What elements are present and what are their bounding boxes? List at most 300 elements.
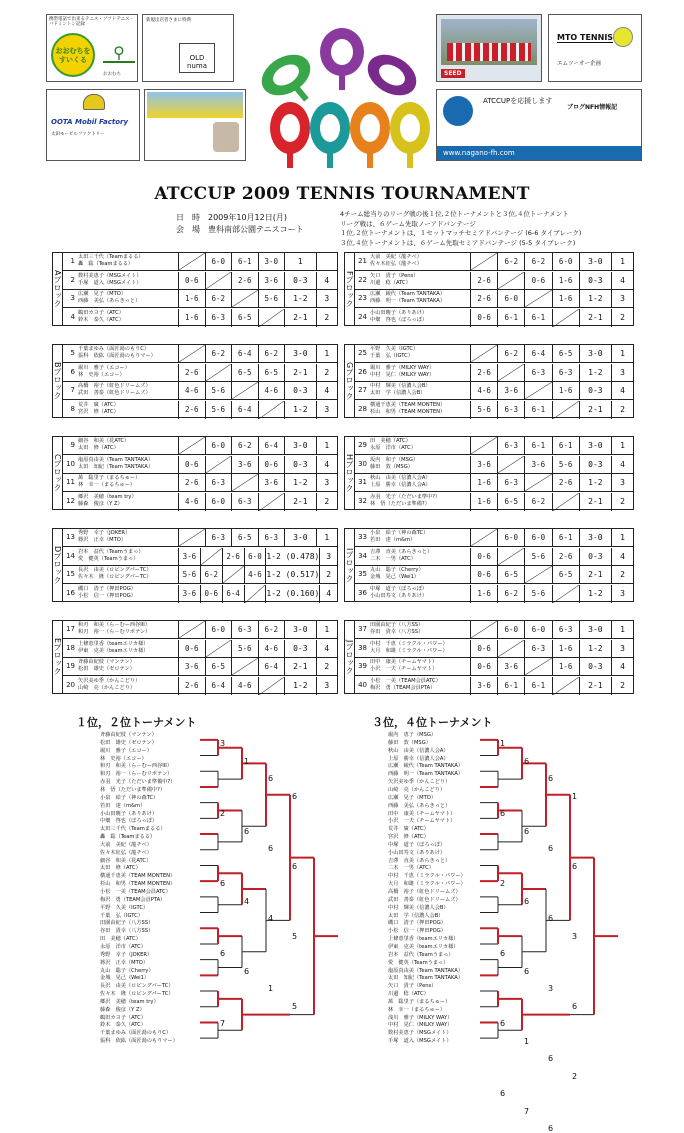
entry-number: 8 (70, 404, 75, 413)
handwritten-score: 6 (524, 826, 530, 836)
bracket-entry: 吉澤 直美（あらきっと） (388, 857, 451, 864)
rank-cell: 2 (611, 309, 633, 327)
sponsor-ad-6[interactable] (436, 89, 642, 161)
bracket-entry: 鶴田カヨ子（ATC） (100, 1014, 146, 1021)
block-label: Dブロック (53, 529, 63, 601)
diagonal-cell (258, 309, 285, 327)
ad-1-headline: 携帯電話で出来るテニス・ソフトテニス・バドミントン記録 (49, 17, 135, 28)
score-cell: 6-5 (231, 529, 258, 546)
handwritten-score: 6 (220, 879, 226, 888)
player-row (355, 566, 633, 584)
block-label: Cブロック (53, 437, 63, 509)
bracket-entry: 赤羽 光子（ただいま準備中?） (100, 779, 176, 786)
helmet-icon (83, 94, 105, 110)
player-row (355, 437, 633, 455)
event-info (176, 212, 304, 236)
player-name: 坂内 和子（MSG） (370, 456, 419, 463)
bracket-entry: 谷田 貴幸（八方SS） (100, 928, 154, 935)
player-name: 鶴田カヨ子（ATC） (78, 309, 124, 316)
handwritten-score: 6 (500, 949, 506, 958)
bracket-line (314, 858, 338, 1015)
score-cell: 5-6 (205, 401, 232, 419)
win-loss-cell: 2-1 (284, 658, 316, 675)
score-cell: 2-6 (231, 272, 258, 289)
date-value: 2009年10月12日(月) (208, 213, 287, 222)
diagonal-cell (178, 529, 205, 546)
win-loss-cell: 1-2 (0.160) (265, 585, 319, 603)
player-name: 中塚 道子（ぼろっぽ） (370, 585, 428, 592)
player-name: 中村 晃仁（MILKY WAY） (370, 371, 435, 378)
paddle-red-icon (270, 102, 310, 168)
score-cells (178, 493, 337, 511)
diagonal-cell (497, 364, 524, 381)
diagonal-cell (231, 290, 258, 307)
bracket-line (218, 991, 242, 1007)
entry-number: 10 (66, 459, 75, 468)
player-row (355, 658, 633, 676)
pair-names (370, 549, 432, 563)
score-cell: 6-1 (552, 437, 579, 454)
bracket-entry: 堀川 雅子（エコー） (100, 747, 152, 754)
handwritten-score: 6 (268, 844, 274, 853)
bracket-line (218, 960, 242, 976)
pair-names (78, 383, 151, 397)
bracket-entry: 張科 依紘（面匠湯のもりマー） (100, 1038, 178, 1045)
score-cell: 4-6 (178, 382, 205, 399)
pair-names (370, 641, 448, 655)
player-name: 秋山 由美（信濃人会A） (370, 475, 431, 481)
player-name: 矢口 貴子（Pens） (370, 272, 419, 279)
pair-names (370, 438, 416, 452)
block-label: Bブロック (53, 345, 63, 417)
player-name: 田 美穂（ATC） (370, 438, 411, 444)
player-name: 秀野 幸子（JOKER） (78, 530, 131, 536)
score-cell: 6-2 (524, 253, 551, 270)
score-cell: 3-6 (497, 658, 524, 675)
bracket-entry: 斉藤由紀枝（マンテン） (100, 732, 157, 738)
handwritten-score: 6 (268, 774, 274, 783)
score-cell: 6-2 (258, 621, 285, 638)
rank-cell: 4 (611, 658, 633, 675)
rank-cell: 3 (316, 401, 337, 419)
rank-cell: 4 (611, 456, 633, 473)
player-name: 武田 善泰（虹色ドリームズ） (78, 390, 151, 397)
player-name: 矢沢美ゆ季（かんこどり） (78, 677, 141, 684)
pair-names (78, 310, 124, 324)
handwritten-score: 6 (548, 1124, 554, 1133)
player-name: 上原 勝幸（信濃人会A） (370, 482, 431, 489)
diagonal-cell (524, 290, 551, 307)
handwritten-score: 6 (244, 966, 250, 976)
score-cell: 0-6 (470, 309, 497, 327)
pair-names (370, 530, 428, 544)
bracket-entry: 永原 洋市（ATC） (100, 943, 146, 950)
bracket-entry: 矢沢美ゆ季（かんこどり） (388, 779, 451, 786)
pair-names (370, 457, 418, 471)
player-name: 細谷 和美（花ATC） (78, 438, 130, 444)
win-loss-cell: 1-2 (579, 474, 611, 491)
ad-4-logo: MTO TENNIS (557, 33, 614, 42)
bracket-entry: 林 悟（ただいま準備中?） (100, 786, 166, 793)
bracket-entry: 愛 健英（Teamうまっ） (388, 959, 449, 966)
player-name: 大前 美紀（龍チベ） (370, 254, 422, 260)
block-label: Iブロック (345, 529, 355, 601)
rank-cell: 2 (611, 677, 633, 695)
bracket-entry: 太田三千代（Teamまるる） (100, 826, 166, 833)
handwritten-score: 7 (524, 1106, 530, 1116)
diagonal-cell (205, 640, 232, 657)
pair-names (78, 567, 152, 581)
bracket-entry: 広瀬 晃子（MTO） (388, 794, 437, 801)
score-cell: 6-2 (205, 290, 232, 307)
player-row (355, 382, 633, 400)
score-cells (470, 585, 633, 603)
diagonal-cell (552, 309, 579, 327)
handwritten-score: 6 (548, 1054, 554, 1063)
portrait-photo (213, 122, 239, 152)
score-cell: 6-5 (231, 309, 258, 327)
diagonal-cell (470, 253, 497, 270)
player-name: 平野 久美（IGTC） (370, 346, 419, 352)
sponsor-ad-4[interactable] (548, 14, 642, 82)
rank-cell: 4 (316, 382, 337, 399)
handwritten-score: 6 (500, 1089, 506, 1098)
bracket-entry: 山崎 亮（かんこどり） (388, 786, 446, 793)
player-row (63, 548, 337, 566)
score-cells (178, 621, 337, 638)
entry-number: 40 (358, 680, 367, 689)
handwritten-score: 2 (500, 879, 506, 888)
player-row (355, 272, 633, 290)
win-loss-cell: 1-2 (0.478) (265, 548, 319, 565)
entry-number: 2 (70, 275, 75, 284)
player-name: 広瀬 晃子（MTO） (78, 291, 127, 297)
score-cells (470, 640, 633, 657)
league-block (344, 344, 634, 418)
player-row (63, 382, 337, 400)
ad-3-banner: SEED (441, 69, 465, 78)
score-cell: 1-6 (552, 658, 579, 675)
player-row (63, 529, 337, 547)
bracket-entry: 長沢 由美（ロピングパーTC） (100, 983, 174, 990)
win-loss-cell: 1-2 (284, 290, 316, 307)
player-name: 萬 聡里子（まるちゅー） (78, 475, 141, 481)
bracket-entry: 田園由紀子（八方SS） (100, 920, 154, 927)
rank-cell: 3 (611, 585, 633, 603)
handwritten-score: 3 (220, 739, 226, 748)
score-cell: 6-0 (497, 621, 524, 638)
pair-names (78, 494, 137, 508)
entry-number: 30 (358, 459, 367, 468)
block-label: Jブロック (345, 621, 355, 693)
pair-names (370, 310, 427, 324)
pair-names (78, 402, 119, 416)
entry-number: 35 (358, 570, 367, 578)
pair-names (78, 365, 130, 379)
ad-2-logo: OLD numa (179, 43, 215, 73)
player-name: 小泉 絵子（神の森TC） (370, 530, 429, 536)
entry-number: 20 (66, 680, 75, 689)
score-cell: 6-5 (497, 493, 524, 511)
player-name: 荒井 廣（ATC） (78, 401, 119, 408)
entry-number: 27 (358, 386, 367, 394)
handwritten-score: 4 (244, 896, 250, 906)
score-cell: 3-6 (258, 474, 285, 491)
sponsor-ad-5[interactable] (46, 89, 140, 161)
entry-number: 22 (358, 275, 367, 284)
player-name: 小山田暁子（ありあけ） (370, 309, 428, 316)
handwritten-score: 6 (292, 861, 298, 871)
score-cell: 6-0 (244, 548, 266, 565)
win-loss-cell: 3-0 (284, 621, 316, 638)
handwritten-score: 6 (500, 809, 506, 818)
entry-number: 4 (70, 312, 75, 321)
score-cell: 6-1 (524, 309, 551, 327)
player-row (355, 640, 633, 658)
score-cell: 6-2 (258, 345, 285, 362)
score-cell: 0-6 (470, 548, 497, 565)
diagonal-cell (231, 382, 258, 399)
win-loss-cell: 3-0 (579, 253, 611, 270)
win-loss-cell: 1-2 (284, 401, 316, 419)
bracket-entry: 小松 信一（押田POG） (388, 928, 446, 935)
ad-6-url[interactable]: www.nagano-fh.com (437, 146, 641, 160)
bracket-entry: 小山田暁子（ありあけ） (100, 810, 158, 817)
score-cells (470, 493, 633, 511)
bracket-entry: 秋山 由美（信濃人会A） (388, 747, 449, 754)
entry-number: 15 (66, 570, 75, 578)
score-cell: 1-6 (178, 290, 205, 307)
ad-6-sub: ブログNFH情報記 (567, 104, 618, 111)
rank-cell: 1 (316, 437, 337, 454)
diagonal-cell (222, 566, 244, 583)
player-row (63, 585, 337, 603)
rank-cell: 4 (316, 272, 337, 289)
sponsor-ad-3[interactable] (436, 14, 542, 82)
sponsor-ad-5b[interactable] (144, 89, 246, 161)
pair-names (370, 383, 431, 397)
rank-cell: 1 (611, 621, 633, 638)
score-cells (470, 474, 633, 491)
player-name: 二木 一男（ATC） (370, 555, 416, 562)
player-name: 千葉 弘（IGTC） (370, 353, 413, 360)
player-name: 中村 千恵（ミラクル・パワー） (370, 640, 448, 647)
score-cell: 6-3 (524, 640, 551, 657)
bracket-entry: 太田 学（信濃人会B） (388, 912, 444, 919)
nfh-logo (443, 96, 473, 126)
score-cells (470, 309, 633, 327)
win-loss-cell: 1-2 (579, 290, 611, 307)
score-cell: 6-3 (552, 364, 579, 381)
score-cells (178, 658, 337, 675)
diagonal-cell (205, 272, 232, 289)
player-name: 大月 和雄（ミラクル・パワー） (370, 647, 448, 654)
score-cell: 6-0 (205, 493, 232, 511)
player-row (63, 640, 337, 658)
diagonal-cell (205, 456, 232, 473)
win-loss-cell: 1 (284, 253, 316, 270)
entry-number: 23 (358, 294, 367, 302)
player-row (355, 253, 633, 271)
score-cell: 3-0 (258, 253, 285, 270)
score-cell: 6-1 (497, 677, 524, 695)
win-loss-cell: 2-1 (579, 309, 611, 327)
score-cell: 0-6 (200, 585, 222, 603)
score-cell: 4-6 (231, 677, 258, 695)
league-block (344, 436, 634, 510)
score-cell: 6-0 (497, 529, 524, 546)
rule-line: １位,２位トーナメントは、１セットマッチセミアドバンテージ (6-6 タイブレーク) (340, 229, 582, 237)
player-row (63, 566, 337, 584)
rank-cell: 2 (611, 566, 633, 583)
paddle-teal-icon (310, 102, 350, 168)
win-loss-cell: 1-2 (0.517) (265, 566, 319, 583)
bracket-entry: 杉山 和男（TEAM MONTEN） (100, 881, 176, 888)
handwritten-score: 1 (524, 1036, 530, 1046)
pair-names (370, 567, 424, 581)
bracket-entry: 中塚 道子（ぼろっぽ） (388, 841, 446, 848)
score-cell: 3-6 (231, 456, 258, 473)
diagonal-cell (178, 345, 205, 362)
block-label: Gブロック (345, 345, 355, 417)
handwritten-score: 6 (292, 791, 298, 801)
win-loss-cell: 1-2 (579, 364, 611, 381)
player-row (355, 456, 633, 474)
score-cell: 2-6 (470, 272, 497, 289)
rule-line: ３位,４位トーナメントは、６ゲーム先取セミアドバンテージ (5-5 タイブレーク) (340, 238, 576, 247)
score-cell: 6-4 (524, 345, 551, 362)
score-cell: 3-6 (524, 456, 551, 473)
score-cell: 3-6 (178, 585, 200, 603)
score-cell: 5-6 (258, 290, 285, 307)
bracket-entry: 大月 和雄（ミラクル・パワー） (388, 881, 466, 888)
rank-cell: 4 (316, 640, 337, 657)
pair-names (370, 273, 418, 287)
rank-cell: 1 (611, 345, 633, 362)
score-cell: 2-6 (178, 474, 205, 491)
score-cell: 6-4 (231, 401, 258, 419)
handwritten-score: 7 (220, 1019, 226, 1028)
win-loss-cell: 1-2 (579, 640, 611, 657)
player-name: 岩本 益代（Teamうまっ） (78, 548, 144, 555)
bracket-entry: 広瀬 綾代（Team TANTAKA） (388, 763, 464, 770)
player-name: 長沢 由美（ロピングパーTC） (78, 567, 152, 573)
score-cell: 4-6 (178, 493, 205, 511)
score-cell: 6-1 (497, 309, 524, 327)
rank-cell: 1 (611, 437, 633, 454)
entry-number: 9 (70, 441, 75, 449)
rank-cell: 3 (316, 677, 337, 695)
player-row (355, 493, 633, 511)
entry-number: 34 (358, 551, 367, 560)
win-loss-cell: 2-1 (284, 309, 316, 327)
score-cell: 6-0 (205, 621, 232, 638)
player-name: 小山田寿文（ありあけ） (370, 592, 428, 599)
score-cell: 6-4 (205, 677, 232, 695)
player-row (63, 658, 337, 676)
sponsor-ad-2[interactable] (142, 14, 234, 82)
player-name: 太田 修（ATC） (78, 445, 119, 452)
score-cell: 6-2 (231, 437, 258, 454)
player-name: 斉藤由紀枝（マンテン） (78, 659, 135, 665)
bracket-entry: 千葉 弘（IGTC） (100, 912, 143, 919)
score-cells (178, 345, 337, 362)
diagonal-cell (231, 658, 258, 675)
block-label: Fブロック (345, 253, 355, 325)
win-loss-cell: 0-3 (579, 548, 611, 565)
score-cell: 6-3 (258, 529, 285, 546)
score-cell: 6-4 (222, 585, 244, 603)
bracket-entry: 宮沢 修（ATC） (388, 834, 429, 841)
entry-number: 11 (66, 478, 75, 486)
diagonal-cell (470, 529, 497, 546)
score-cell: 1-6 (552, 382, 579, 399)
rank-cell: 2 (611, 401, 633, 419)
score-cell: 1-6 (178, 309, 205, 327)
league-block (52, 344, 338, 418)
win-loss-cell: 1-2 (579, 585, 611, 603)
handwritten-score: 6 (572, 1001, 578, 1011)
bracket-entry: 荒井 廣（ATC） (388, 826, 429, 833)
bracket-entry: 郷沢 美穂（team try） (100, 998, 159, 1005)
score-cell: 6-4 (258, 658, 285, 675)
handwritten-score: 6 (548, 914, 554, 923)
bracket-line (218, 834, 242, 850)
player-row (355, 309, 633, 327)
diagonal-cell (524, 382, 551, 399)
player-name: 広瀬 綾代（Team TANTAKA） (370, 291, 446, 297)
win-loss-cell: 3-0 (284, 529, 316, 546)
score-cell: 3-6 (497, 382, 524, 399)
bracket-entry: 萬 聡里子（まるちゅー） (388, 998, 451, 1005)
player-name: 林 史裕（エコー） (78, 371, 125, 378)
sponsor-ad-1[interactable] (46, 14, 138, 82)
diagonal-cell (524, 566, 551, 583)
score-cells (470, 658, 633, 675)
handwritten-score: 2 (220, 809, 226, 818)
score-cell: 1-6 (470, 585, 497, 603)
score-cell: 0-6 (470, 566, 497, 583)
score-cell: 5-6 (552, 456, 579, 473)
player-row (63, 401, 337, 419)
rank-cell: 2 (611, 493, 633, 511)
player-name: 千葉まゆみ（面匠湯のもりC） (78, 346, 150, 352)
bracket-line (522, 999, 546, 1030)
score-cell: 3-6 (258, 272, 285, 289)
score-cell: 1-6 (552, 272, 579, 289)
player-row (355, 621, 633, 639)
handwritten-score: 1 (572, 791, 578, 801)
ad-4-sub: エムツーオー企画 (557, 61, 601, 67)
win-loss-cell: 2-1 (284, 364, 316, 381)
win-loss-cell: 0-3 (284, 382, 316, 399)
player-name: 篠沢 正幸（MTO） (78, 537, 127, 544)
diagonal-cell (497, 548, 524, 565)
rank-cell: 4 (611, 382, 633, 399)
score-cells (470, 621, 633, 638)
ad-2-headline: 新規出店者さまに特典 (146, 18, 191, 23)
rank-cell: 3 (611, 290, 633, 307)
player-name: 太田三千代（Teamまるる） (78, 254, 144, 260)
diagonal-cell (552, 493, 579, 511)
score-cells (470, 253, 633, 270)
win-loss-cell: 3-0 (579, 437, 611, 454)
bracket-entry: 篠沢 正幸（MTO） (100, 959, 149, 966)
entry-number: 37 (358, 625, 367, 633)
ad-1-sub: おおむち (103, 71, 121, 77)
rank-cell: 2 (316, 364, 337, 381)
page-title: ATCCUP 2009 TENNIS TOURNAMENT (154, 184, 530, 204)
